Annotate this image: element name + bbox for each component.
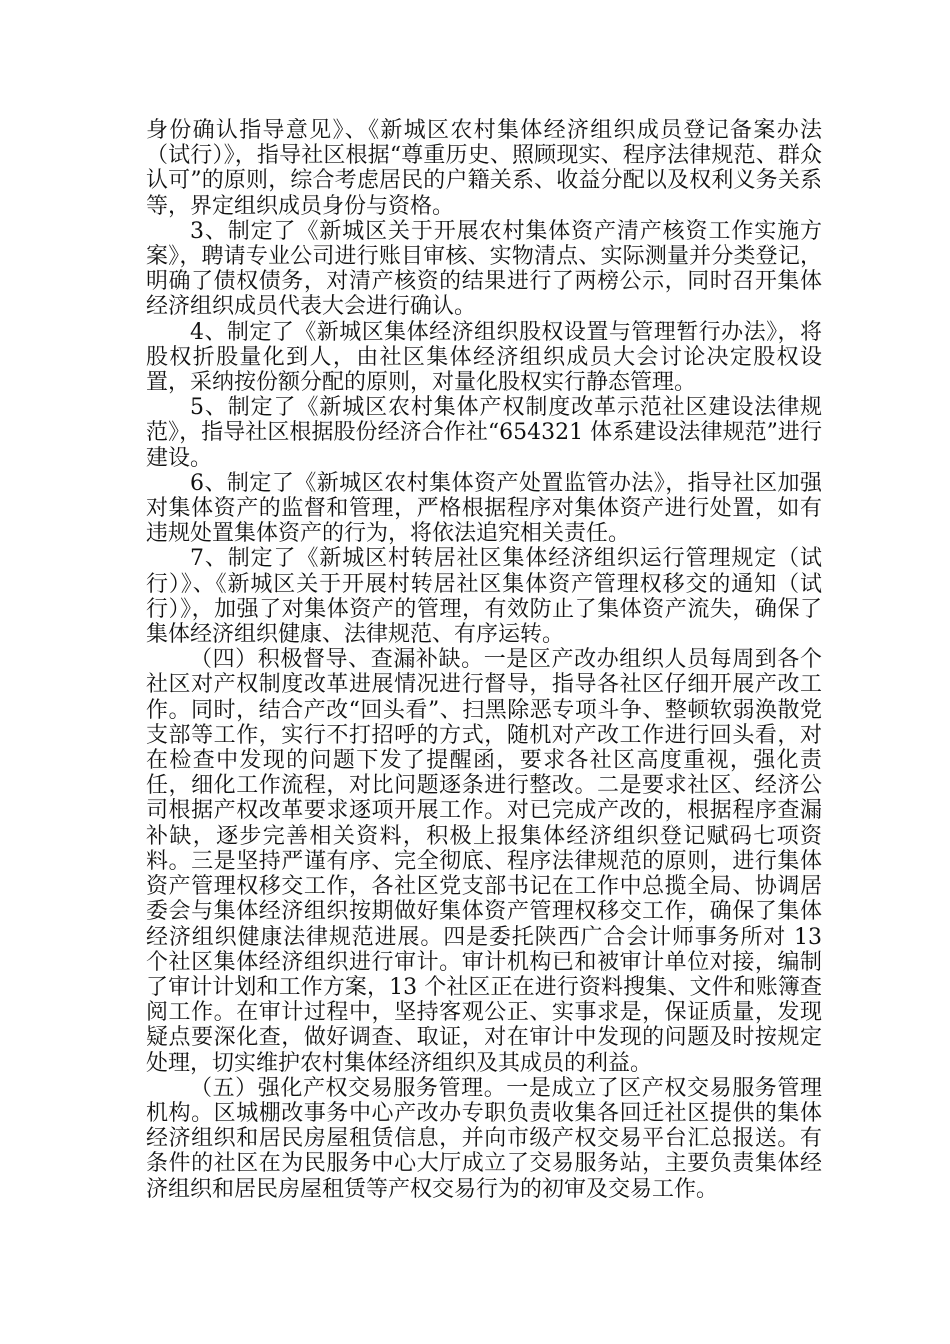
paragraph-equity-setting: 4、制定了《新城区集体经济组织股权设置与管理暂行办法》，将股权折股量化到人，由社区集体经济组织成员大会讨论决定股权设置，采纳按份额分配的原则，对量化股权实行静态管理。 bbox=[146, 319, 822, 396]
paragraph-supervision: （四）积极督导、查漏补缺。一是区产改办组织人员每周到各个社区对产权制度改革进展情况进行督导，指导各社区仔细开展产改工作。同时，结合产改“回头看”、扫黑除恶专项斗争、整顿软弱涣散党支部等工作，实行不打招呼的方式，随机对产改工作进行回头看，对在检查中发现的问题下发了提醒函，要求各社区高度重视，强化责任，细化工作流程，对比问题逐条进行整改。二是要求社区、经济公司根据产权改革要求逐项开展工作。对已完成产改的，根据程序查漏补缺，逐步完善相关资料，积极上报集体经济组织登记赋码七项资料。三是坚持严谨有序、完全彻底、程序法律规范的原则，进行集体资产管理权移交工作，各社区党支部书记在工作中总揽全局、协调居委会与集体经济组织按期做好集体资产管理权移交工作，确保了集体经济组织健康法律规范进展。四是委托陕西广合会计师事务所对 13 个社区集体经济组织进行审计。审计机构已和被审计单位对接，编制了审计计划和工作方案，13 个社区正在进行资料搜集、文件和账簿查阅工作。在审计过程中，坚持客观公正、实事求是，保证质量，发现疑点要深化查，做好调查、取证，对在审计中发现的问题及时按规定处理，切实维护农村集体经济组织及其成员的利益。 bbox=[146, 647, 822, 1076]
paragraph-asset-disposal: 6、制定了《新城区农村集体资产处置监管办法》，指导社区加强对集体资产的监督和管理，严格根据程序对集体资产进行处置，如有违规处置集体资产的行为，将依法追究相关责任。 bbox=[146, 470, 822, 547]
paragraph-asset-verification: 3、制定了《新城区关于开展农村集体资产清产核资工作实施方案》，聘请专业公司进行账目审核、实物清点、实际测量并分类登记，明确了债权债务，对清产核资的结果进行了两榜公示，同时召开集体经济组织成员代表大会进行确认。 bbox=[146, 218, 822, 320]
paragraph-trading-service: （五）强化产权交易服务管理。一是成立了区产权交易服务管理机构。区城棚改事务中心产改办专职负责收集各回迁社区提供的集体经济组织和居民房屋租赁信息，并向市级产权交易平台汇总报送。有条件的社区在为民服务中心大厅成立了交易服务站，主要负责集体经济组织和居民房屋租赁等产权交易行为的初审及交易工作。 bbox=[146, 1075, 822, 1202]
document-page bbox=[146, 118, 822, 1202]
paragraph-operation-rules: 7、制定了《新城区村转居社区集体经济组织运行管理规定（试行）》、《新城区关于开展村转居社区集体资产管理权移交的通知（试行）》，加强了对集体资产的管理，有效防止了集体资产流失，确保了集体经济组织健康、法律规范、有序运转。 bbox=[146, 546, 822, 648]
paragraph-member-identity: 身份确认指导意见》、《新城区农村集体经济组织成员登记备案办法（试行）》，指导社区根据“尊重历史、照顾现实、程序法律规范、群众认可”的原则，综合考虑居民的户籍关系、收益分配以及权利义务关系等，界定组织成员身份与资格。 bbox=[146, 118, 822, 219]
paragraph-demo-community: 5、制定了《新城区农村集体产权制度改革示范社区建设法律规范》，指导社区根据股份经济合作社“654321 体系建设法律规范”进行建设。 bbox=[146, 395, 822, 471]
